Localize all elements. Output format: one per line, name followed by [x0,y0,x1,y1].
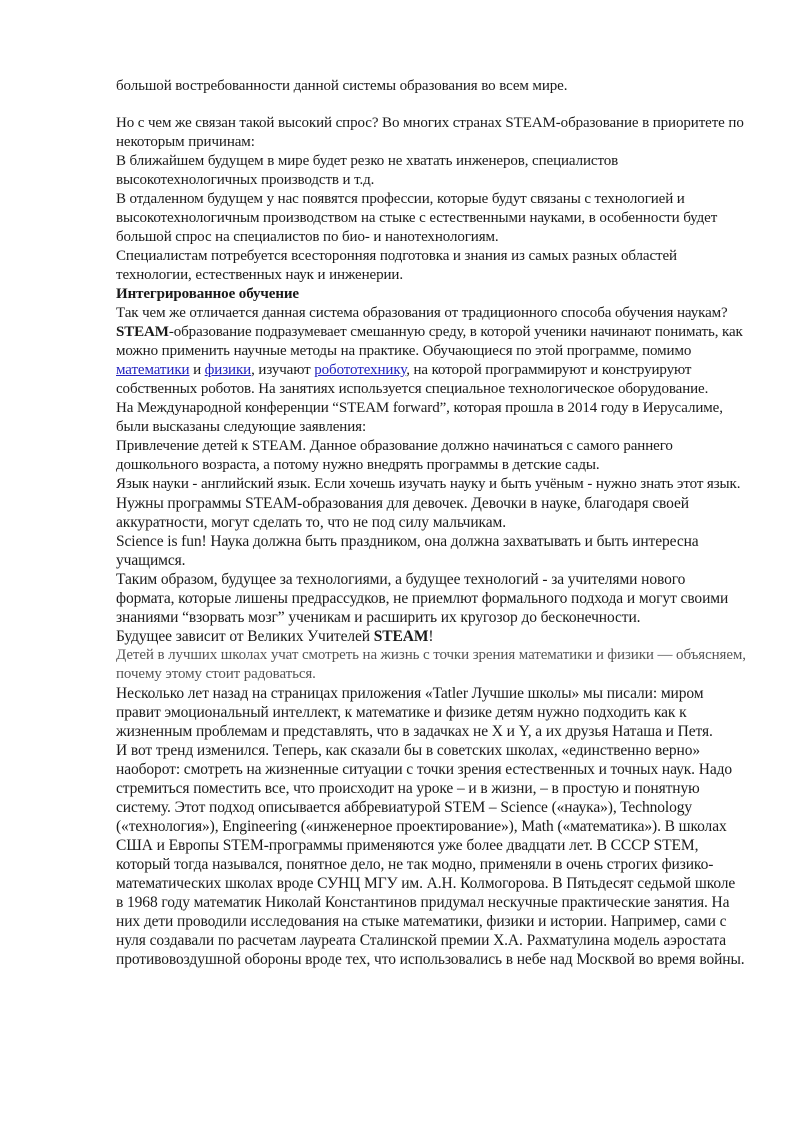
paragraph-reason-3: Специалистам потребуется всесторонняя подготовка и знания из самых разных областей технологии, естественных наук и инженерии. [116,248,677,283]
paragraph-trend: И вот тренд изменился. Теперь, как сказали бы в советских школах, «единственно верно» наоборот: смотреть на жизненные ситуации с точки зрения естественных и точных наук. Надо стремиться поместить все, что происходит на уроке – и в жизни, – в простую и понятную систему. Этот подход описывается аббревиатурой STEM – Science («наука»), Technology («технология»), Engineering («инженерное проектирование»), Math («математика»). В школах США и Европы STEM-программы применяются уже более двадцати лет. В СССР STEM, который тогда назывался, понятное дело, не так модно, применяли в очень строгих физико-математических школах вроде СУНЦ МГУ им. А.Н. Колмогорова. В Пятьдесят седьмой школе в 1968 году математик Николай Константинов придумал нескучные практические занятия. На них дети проводили исследования на стыке математики, физики и истории. Например, сами с нуля создавали по расчетам лауреата Сталинской премии Х.А. Рахматулина модель аэростата противовоздушной обороны вроде тех, что использовались в небе над Москвой во время войны. [116,742,745,968]
paragraph-reason-2: В отдаленном будущем у нас появятся профессии, которые будут связаны с технологией и высокотехнологичным производством на стыке с естественными науками, в особенности будет большой спрос на специалистов по био- и нанотехнологиям. [116,191,718,245]
link-robotics[interactable]: робототехнику [314,362,407,378]
paragraph-integrated [116,304,746,399]
paragraph-teachers [116,627,746,646]
paragraph-subtitle: Детей в лучших школах учат смотреть на жизнь с точки зрения математики и физики — объясняем, почему этому стоит радоваться. [116,647,746,682]
paragraph-girls: Нужны программы STEAM-образования для девочек. Девочки в науке, благодаря своей аккуратности, могут сделать то, что не под силу мальчикам. [116,495,689,531]
paragraph-gap [116,96,746,114]
paragraph-language: Язык науки - английский язык. Если хочешь изучать науку и быть учёным - нужно знать этот язык. [116,476,741,492]
integrated-text-2: -образование подразумевает смешанную среду, в которой ученики начинают понимать, как можно применить научные методы на практике. Обучающиеся по этой программе, помимо [116,324,743,359]
integrated-steam-bold: STEAM [116,324,169,340]
paragraph-tatler: Несколько лет назад на страницах приложения «Tatler Лучшие школы» мы писали: миром правит эмоциональный интеллект, к математике и физике детям нужно подходить как к жизненным проблемам и представлять, что в задачках не X и Y, а их друзья Наташа и Петя. [116,685,713,740]
paragraph-future: Таким образом, будущее за технологиями, а будущее технологий - за учителями нового формата, которые лишены предрассудков, не приемлют формального подхода и могут своими знаниями “взорвать мозг” ученикам и расширить их кругозор до бесконечности. [116,571,729,626]
paragraph-conference: На Международной конференции “STEAM forward”, которая прошла в 2014 году в Иерусалиме, были высказаны следующие заявления: [116,400,723,435]
integrated-text-4: , изучают [251,362,315,378]
teachers-text: Будущее зависит от Великих Учителей [116,628,374,645]
link-math[interactable]: математики [116,362,190,378]
link-physics[interactable]: физики [204,362,252,378]
paragraph-reason-1: В ближайшем будущем в мире будет резко не хватать инженеров, специалистов высокотехнологичных производств и т.д. [116,153,619,188]
integrated-text-5: , на которой программируют и конструируют собственных роботов. На занятиях используется специальное технологическое оборудование. [116,362,709,397]
document-page [116,77,746,969]
integrated-text-3: и [189,362,205,378]
paragraph-intro: большой востребованности данной системы образования во всем мире. [116,78,568,94]
heading-integrated: Интегрированное обучение [116,286,299,302]
integrated-text-1: Так чем же отличается данная система образования от традиционного способа обучения наукам? [116,305,728,321]
paragraph-kids: Привлечение детей к STEAM. Данное образование должно начинаться с самого раннего дошкольного возраста, а потому нужно внедрять программы в детские сады. [116,438,673,473]
teachers-steam-bold: STEAM [373,628,429,645]
paragraph-fun: Science is fun! Наука должна быть праздником, она должна захватывать и быть интересна учащимся. [116,533,699,569]
teachers-exclaim: ! [428,628,434,645]
paragraph-demand: Но с чем же связан такой высокий спрос? Во многих странах STEAM-образование в приоритете по некоторым причинам: [116,115,744,150]
